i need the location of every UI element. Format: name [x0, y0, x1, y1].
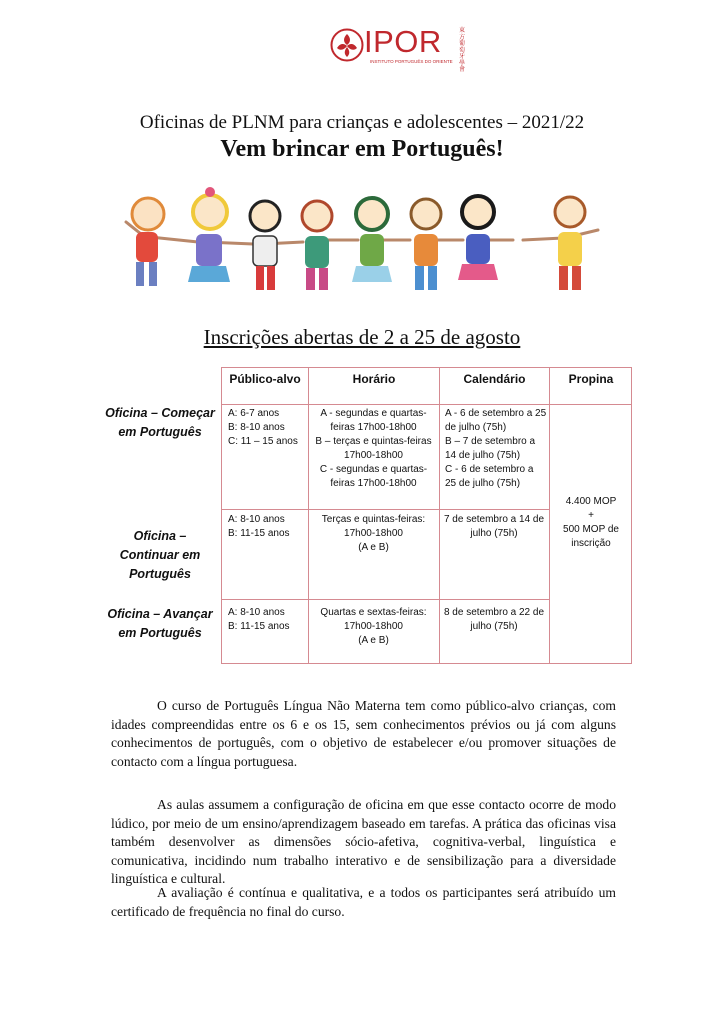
ipor-emblem-icon [330, 28, 364, 62]
paragraph-avaliacao: A avaliação é contínua e qualitativa, e a todos os participantes será atribuído um certificado de frequência no final do curso. [111, 885, 616, 919]
row-label-continuar: Oficina – Continuar em Português [119, 529, 201, 581]
header-horario: Horário [352, 372, 396, 386]
cell-calendario-row2: 7 de setembro a 14 de julho (75h) [443, 514, 545, 539]
child-8 [555, 197, 585, 290]
paragraph-aulas: As aulas assumem a configuração de oficina em que esse contacto ocorre de modo lúdico, por meio de um ensino/aprendizagem baseado em tarefas. A prática das oficinas visa também desenvolver as dimensões sócio-afetiva, cognitiva-verbal, linguística e comunicativa, incidindo num trabalho interativo e de sensibilização para a diversidade linguística e cultural. [111, 797, 616, 887]
cell-horario-row3: Quartas e sextas-feiras: 17h00-18h00 (A e B) [320, 607, 427, 646]
cell-publico-row2: A: 8-10 anos B: 11-15 anos [228, 514, 290, 539]
cell-horario-row1: A - segundas e quartas-feiras 17h00-18h00 B – terças e quintas-feiras 17h00-18h00 C - segundas e quartas-feiras 17h00-18h00 [315, 408, 432, 489]
child-6 [411, 199, 441, 290]
cell-calendario-row1: A - 6 de setembro a 25 de julho (75h) B – 7 de setembro a 14 de julho (75h) C - 6 de setembro a 25 de julho (75h) [445, 408, 547, 489]
schedule-table [221, 367, 632, 664]
cell-horario-row2: Terças e quintas-feiras: 17h00-18h00 (A e B) [321, 514, 426, 553]
header-propina: Propina [568, 372, 614, 386]
row-label-comecar: Oficina – Começar em Português [105, 406, 215, 439]
children-holding-hands-illustration [118, 182, 608, 302]
logo-subtitle: INSTITUTO PORTUGUÊS DO ORIENTE [370, 59, 453, 64]
logo-chinese: 東方葡萄牙學會 [459, 27, 466, 73]
page-subtitle: Oficinas de PLNM para crianças e adolescentes – 2021/22 [139, 112, 585, 133]
ipor-logo [330, 24, 470, 73]
child-4 [302, 201, 332, 290]
paragraph-intro: O curso de Português Língua Não Materna tem como público-alvo crianças, com idades compreendidas entre os 6 e os 15, sem conhecimentos prévios ou já com alguns conhecimentos de português, com o objetivo de estabelecer e/ou promover situações de contacto com a língua portuguesa. [111, 698, 616, 769]
child-3 [250, 201, 280, 290]
cell-calendario-row3: 8 de setembro a 22 de julho (75h) [443, 607, 545, 632]
cell-publico-row1: A: 6-7 anos B: 8-10 anos C: 11 – 15 anos [228, 408, 298, 447]
child-1 [132, 198, 164, 286]
cell-propina: 4.400 MOP + 500 MOP de inscrição [563, 496, 619, 549]
cell-publico-row3: A: 8-10 anos B: 11-15 anos [228, 607, 290, 632]
header-publico: Público-alvo [229, 372, 301, 386]
row-label-avancar: Oficina – Avançar em Português [107, 607, 213, 640]
child-7 [458, 196, 498, 280]
logo-name: IPOR [364, 24, 442, 59]
registration-notice: Inscrições abertas de 2 a 25 de agosto [203, 325, 521, 349]
child-2 [188, 187, 230, 282]
header-calendario: Calendário [463, 372, 526, 386]
page-title: Vem brincar em Português! [220, 136, 504, 162]
